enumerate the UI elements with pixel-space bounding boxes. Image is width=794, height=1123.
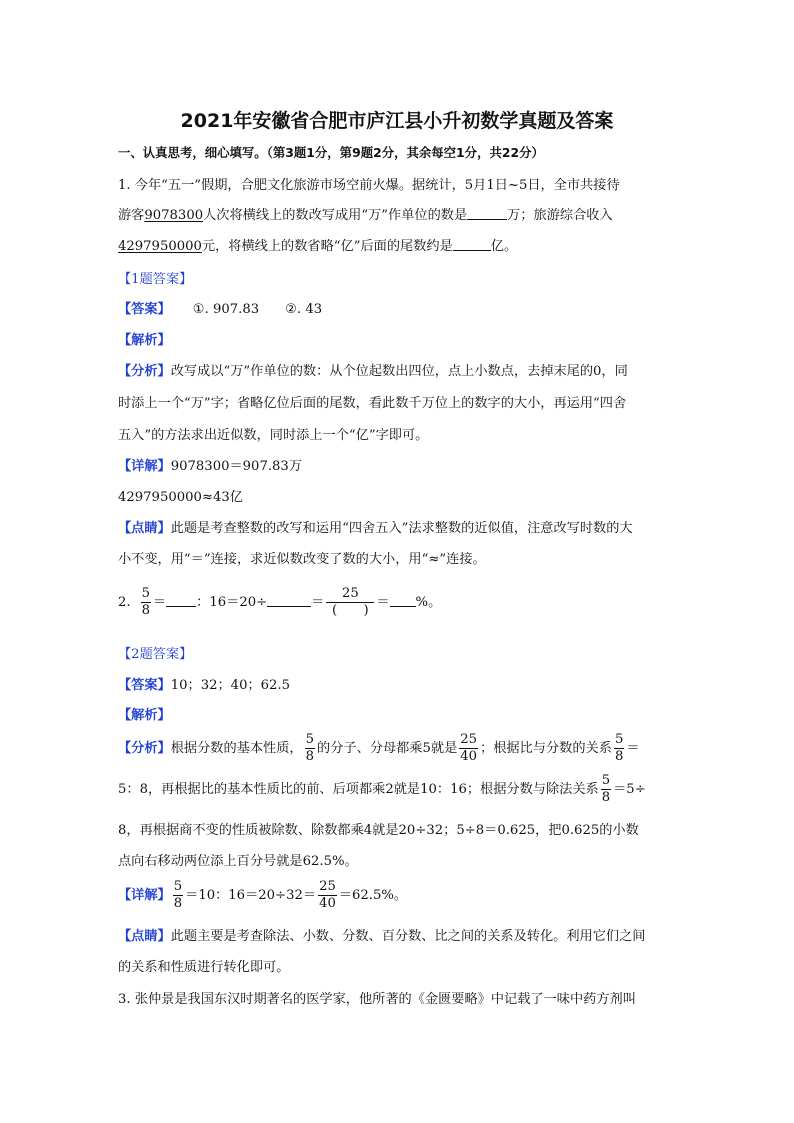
q1-line-1: 1. 今年“五一”假期，合肥文化旅游市场空前火爆。据统计，5月1日~5日，全市共接待 (118, 178, 620, 193)
fraction: $\frac{5}{8}$ (173, 879, 183, 911)
analysis-header: 【解析】 (118, 333, 171, 348)
q2-number: 2. (118, 595, 131, 610)
fraction: $\frac{5}{8}$ (305, 732, 315, 764)
comment-tag: 【点睛】 (118, 929, 171, 944)
q2-equation: 2. $\frac{5}{8}$ ＝ ：16＝20÷ ＝ $\frac{25}{( )}$ ＝ %。 (118, 586, 442, 618)
q1-comment-line-2: 小不变，用“＝”连接，求近似数改变了数的大小，用“≈”连接。 (118, 552, 486, 567)
comment-tag: 【点睛】 (118, 521, 171, 536)
q2-detail: 【详解】 $\frac{5}{8}$ ＝10：16＝20÷32＝ $\frac{25}{40}$ ＝62.5%。 (118, 879, 408, 911)
q1-comment-line-1 (118, 519, 633, 539)
q2-analysis-line-4: 点向右移动两位添上百分号就是62.5%。 (118, 854, 358, 869)
q2-analysis-line-2: 5：8，再根据比的基本性质比的前、后项都乘2就是10：16；根据分数与除法关系 $\frac{5}{8}$ ＝5÷ (118, 773, 646, 805)
fraction: $\frac{25}{40}$ (319, 879, 336, 911)
answer-blank[interactable] (166, 593, 196, 607)
answer-tag: 【答案】 (118, 302, 171, 317)
q2-analysis-line-3: 8，再根据商不变的性质被除数、除数都乘4就是20÷32；5÷8＝0.625，把0.625的小数 (118, 823, 639, 838)
q2-comment-line-2: 的关系和性质进行转化即可。 (118, 960, 290, 975)
answer-blank[interactable] (267, 593, 311, 607)
section-heading: 一、认真思考，细心填写。（第3题1分，第9题2分，其余每空1分，共22分） (118, 145, 544, 160)
q1-analysis-line-3: 五入”的方法求出近似数，同时添上一个“亿”字即可。 (118, 428, 429, 443)
q1-underlined-number: 4297950000 (118, 239, 202, 254)
q1-text: 亿。 (490, 239, 518, 254)
q1-text: 元，将横线上的数省略“亿”后面的尾数约是 (201, 239, 453, 254)
detail-tag: 【详解】 (118, 459, 171, 474)
fraction: $\frac{25}{40}$ (460, 732, 478, 764)
answer-blank[interactable] (467, 206, 507, 220)
q1-detail-line-1 (118, 457, 302, 477)
answer-blank[interactable] (453, 237, 491, 251)
q1-answer-header: 【1题答案】 (118, 272, 193, 287)
q1-answer (118, 300, 322, 320)
q1-line-3 (118, 237, 517, 257)
q1-analysis-line-1 (118, 362, 628, 382)
q1-analysis-line-2: 时添上一个“万”字；省略亿位后面的尾数，看此数千万位上的数字的大小，再运用“四舍 (118, 396, 627, 411)
analysis-text: 改写成以“万”作单位的数：从个位起数出四位，点上小数点，去掉末尾的0，同 (170, 364, 628, 379)
fraction: $\frac{5}{8}$ (601, 773, 611, 805)
answer-value: ①. 907.83 (192, 302, 260, 317)
answer-value: ②. 43 (285, 302, 323, 317)
fraction: $\frac{25}{( )}$ (326, 586, 374, 619)
q2-analysis-line-1: 【分析】根据分数的基本性质， $\frac{5}{8}$ 的分子、分母都乘5就是 $\frac{25}{40}$ ；根据比与分数的关系 $\frac{5}{8}$ ＝ (118, 732, 640, 764)
q2-answer-header: 【2题答案】 (118, 647, 193, 662)
fraction: $\frac{5}{8}$ (141, 586, 150, 618)
answer-tag: 【答案】 (118, 678, 171, 693)
q1-text: 万；旅游综合收入 (507, 208, 613, 223)
analysis-tag: 【分析】 (118, 741, 171, 756)
detail-tag: 【详解】 (118, 888, 171, 903)
fraction: $\frac{5}{8}$ (614, 732, 624, 764)
q2-answer (118, 676, 290, 696)
answer-blank[interactable] (390, 593, 416, 607)
q2-comment-line-1 (118, 927, 646, 947)
analysis-tag: 【分析】 (118, 364, 171, 379)
answer-value: 10；32；40；62.5 (170, 678, 291, 693)
page-title: 2021年安徽省合肥市庐江县小升初数学真题及答案 (180, 110, 614, 132)
q1-detail-line-2: 4297950000≈43亿 (118, 490, 243, 505)
comment-text: 此题是考查整数的改写和运用“四舍五入”法求整数的近似值，注意改写时数的大 (170, 521, 633, 536)
q3-line-1: 3. 张仲景是我国东汉时期著名的医学家，他所著的《金匮要略》中记载了一味中药方剂叫 (118, 992, 636, 1007)
comment-text: 此题主要是考查除法、小数、分数、百分数、比之间的关系及转化。利用它们之间 (170, 929, 646, 944)
q1-text: 人次将横线上的数改写成用“万”作单位的数是 (203, 208, 468, 223)
q1-line-2 (118, 206, 613, 226)
q1-text: 游客 (118, 208, 145, 223)
q1-underlined-number: 9078300 (144, 208, 204, 223)
detail-text: 9078300＝907.83万 (170, 459, 303, 474)
analysis-header: 【解析】 (118, 708, 171, 723)
